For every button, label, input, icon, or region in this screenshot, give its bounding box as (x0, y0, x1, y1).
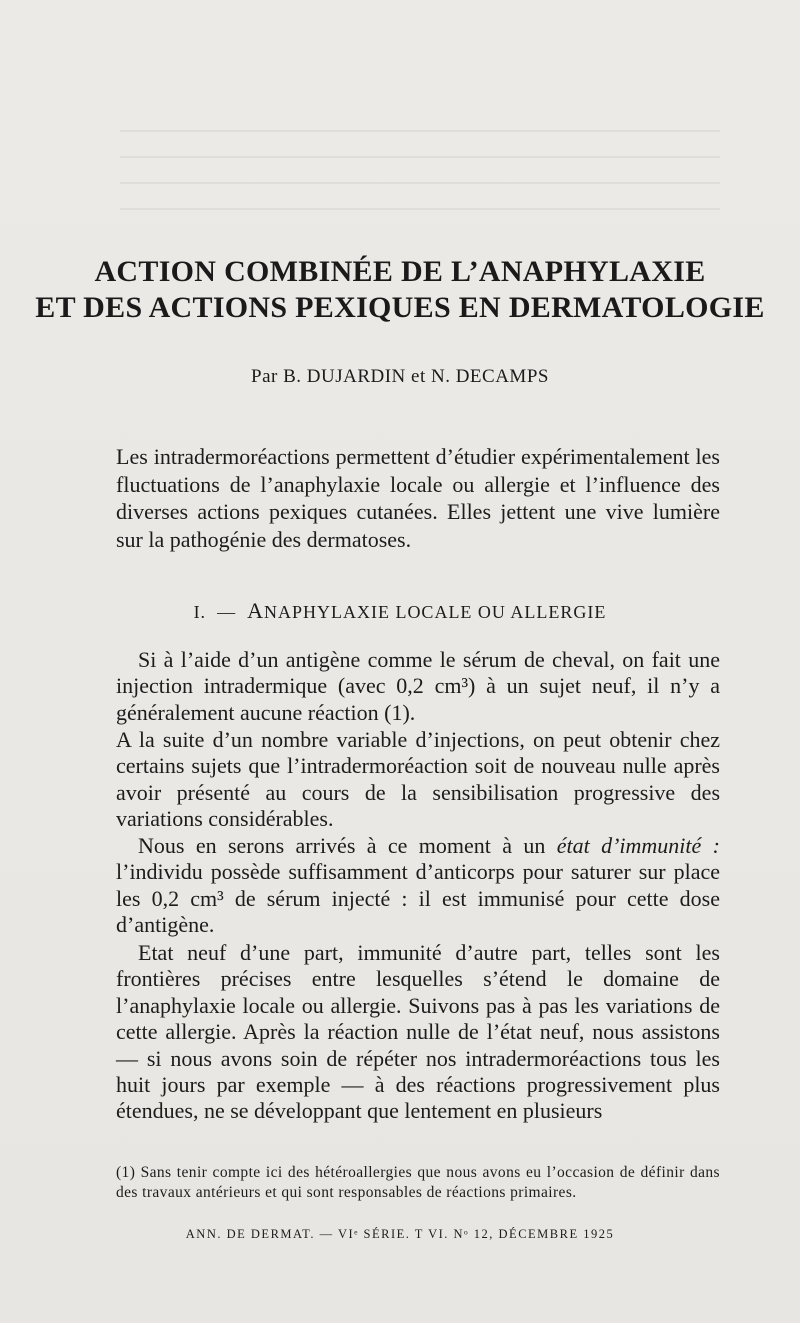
body-paragraph-2-text: A la suite d’un nombre variable d’injections, on peut obtenir chez certains sujets que l’intradermoréaction soit de nouveau nulle après avoir présenté au cours de la sensibilisation progressive des variations considérables. (116, 727, 720, 832)
body-paragraph-4 (116, 940, 720, 1125)
footnote: (1) Sans tenir compte ici des hétéroallergies que nous avons eu l’occasion de définir dans des travaux antérieurs et qui sont responsables de réactions primaires. (116, 1164, 720, 1201)
body-paragraph-3 (116, 833, 720, 939)
article-title-line-2: ET DES ACTIONS PEXIQUES EN DERMATOLOGIE (35, 291, 765, 324)
body-paragraph-2 (116, 727, 720, 833)
section-heading (0, 598, 800, 624)
body-paragraph-1-text: Si à l’aide d’un antigène comme le sérum de cheval, on fait une injection intradermique (avec 0,2 cm³) à un sujet neuf, il n’y a généralement aucune réaction (1). (116, 647, 720, 725)
running-footer: ANN. DE DERMAT. — VIᵉ SÉRIE. T VI. Nᵒ 12, DÉCEMBRE 1925 (185, 1227, 615, 1241)
article-title-line-1: ACTION COMBINÉE DE L’ANAPHYLAXIE (94, 255, 706, 288)
section-initial: A (247, 598, 264, 623)
abstract-paragraph: Les intradermoréactions permettent d’étudier expérimentalement les fluctuations de l’anaphylaxie locale ou allergie et l’influence des diverses actions pexiques cutanées. Elles jettent une vive lumière sur la pathogénie des dermatoses. (116, 444, 720, 552)
section-title: NAPHYLAXIE LOCALE OU ALLERGIE (263, 602, 607, 622)
section-dash: — (217, 602, 237, 622)
body-paragraph-4-text: Etat neuf d’une part, immunité d’autre part, telles sont les frontières précises entre lesquelles s’étend le domaine de l’anaphylaxie locale ou allergie. Suivons pas à pas les variations de cette allergie. Après la réaction nulle de l’état neuf, nous assistons — si nous avons soin de répéter nos intradermoréactions tous les huit jours par exemple — à des réactions progressivement plus étendues, ne se développant que lentement en plusieurs (116, 940, 720, 1124)
article-authors: Par B. DUJARDIN et N. DECAMPS (251, 366, 549, 387)
immunity-term: état d’immunité : (556, 833, 720, 858)
section-numeral: I. (193, 602, 207, 622)
bleed-through-texture (120, 130, 720, 230)
body-paragraph-3-text-b: l’individu possède suffisamment d’anticorps pour saturer sur place les 0,2 cm³ de sérum injecté : il est immunisé pour cette dose d’antigène. (116, 859, 720, 938)
body-paragraph-3-text-a: Nous en serons arrivés à ce moment à un (138, 833, 557, 858)
body-paragraph-1 (116, 647, 720, 726)
